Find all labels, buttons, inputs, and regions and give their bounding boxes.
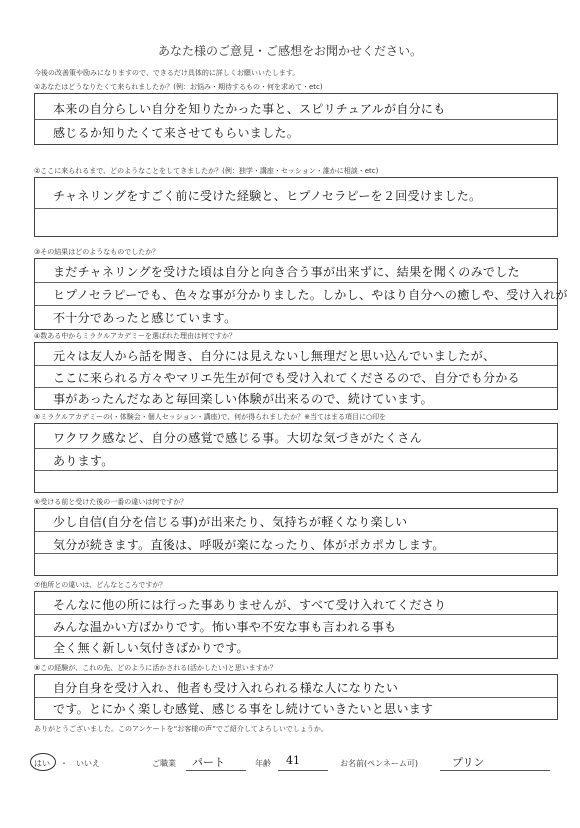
question-7-label: ⑦他所との違いは、どんなところですか？ [34, 581, 167, 589]
answer-4-line-1: 元々は友人から話を聞き、自分には見えないし無理だと思い込んでいましたが、 [53, 349, 496, 363]
answer-6-line-2: 気分が続きます。直後は、呼吸が楽になったり、体がポカポカします。 [53, 538, 445, 552]
answer-line [35, 592, 557, 615]
answer-6-line-1: 少し自信(自分を信じる事)が出来たり、気持ちが軽くなり楽しい [53, 515, 408, 529]
occupation-underline [186, 770, 246, 771]
answer-line [35, 259, 557, 283]
consent-footer [34, 754, 554, 778]
question-1-label: ①あなたはどうなりたくて来られましたか？(例：お悩み・期待するもの・何を求めて・etc) [34, 83, 323, 91]
question-6-label: ⑥受ける前と受けた後の一番の違いは何ですか？ [34, 498, 188, 506]
answer-line [35, 636, 557, 657]
answer-1-line-1: 本来の自分らしい自分を知りたかった事と、スピリチュアルが自分にも [53, 102, 446, 116]
answer-7-line-3: 全く無く新しい気付きばかりです。 [53, 641, 249, 655]
answer-line [35, 531, 557, 554]
name-label: お名前(ペンネーム可) [340, 759, 419, 768]
question-6-answer-box [34, 508, 558, 576]
answer-line [35, 424, 557, 449]
answer-line [35, 387, 557, 408]
question-4-label: ④数ある中からミラクルアカデミーを選ばれた理由は何ですか？ [34, 332, 236, 340]
answer-line [35, 119, 557, 143]
answer-8-line-1: 自分自身を受け入れ、他者も受け入れられる様な人になりたい [53, 681, 399, 695]
age-value: 41 [286, 754, 300, 767]
answer-3-line-2: ヒプノセラピーでも、色々な事が分かりました。しかし、やはり自分への癒しや、受け入れが [53, 288, 568, 302]
answer-7-line-1: そんなに他の所には行った事ありませんが、すべて受け入れてくださり [53, 598, 447, 612]
survey-intro: 今後の改善策や励みになりますので、できるだけ具体的に詳しくお願いいたします。 [34, 69, 300, 77]
option-separator: ・ [60, 759, 68, 768]
age-underline [278, 770, 328, 771]
question-8-answer-box [34, 674, 558, 720]
question-2-answer-box [34, 177, 558, 237]
name-underline [440, 770, 550, 771]
answer-line [35, 94, 557, 120]
answer-line [35, 305, 557, 328]
question-7-answer-box [34, 591, 558, 659]
answer-8-line-2: です。とにかく楽しむ感覚、感じる事をし続けていきたいと思います [53, 702, 434, 716]
answer-1-line-2: 感じるか知りたくて来させてもらいました。 [53, 126, 300, 140]
answer-line [35, 614, 557, 637]
answer-line [35, 697, 557, 718]
answer-line [35, 208, 557, 235]
answer-line [35, 448, 557, 471]
occupation-label: ご職業 [152, 759, 176, 768]
age-label: 年齢 [255, 759, 271, 768]
consent-no-option[interactable]: いいえ [76, 759, 100, 768]
question-8-label: ⑧この経験が、これの先、どのように活かされる(活かしたい)と思いますか？ [34, 664, 277, 672]
answer-line [35, 470, 557, 491]
survey-title: あなた様のご意見・ご感想をお聞かせください。 [157, 44, 422, 58]
occupation-value: パート [192, 756, 225, 769]
answer-line [35, 675, 557, 698]
question-3-label: ③その結果はどのようなものでしたか？ [34, 248, 160, 256]
answer-line [35, 365, 557, 388]
selected-circle-mark [30, 753, 56, 771]
answer-line [35, 553, 557, 574]
question-1-answer-box [34, 93, 558, 145]
question-3-answer-box [34, 258, 568, 330]
consent-yes-label: はい [34, 759, 50, 768]
answer-line [35, 282, 568, 306]
answer-3-line-3: 不十分であったと感じています。 [53, 311, 237, 325]
answer-7-line-2: みんな温かい方ばかりです。怖い事や不安な事も言われる事も [53, 620, 397, 634]
consent-question: ありがとうございました。このアンケートを“お客様の声”でご紹介してよろしいでしょうか。 [34, 725, 328, 733]
question-4-answer-box [34, 342, 558, 410]
answer-line [35, 509, 557, 532]
question-5-label: ⑤ミラクルアカデミーの(・体験会・個人セッション・講座)で、何が得られましたか？※当てはまる項目に○印を [34, 413, 387, 421]
question-2-label: ②ここに来られるまで、どのようなことをしてきましたか？(例：独学・講座・セッション・誰かに相談・etc) [34, 167, 379, 175]
consent-yes-option[interactable] [34, 758, 50, 769]
answer-2-line-1: チャネリングをすごく前に受けた経験と、ヒプノセラピーを２回受けました。 [53, 189, 482, 203]
answer-line [35, 178, 557, 209]
answer-4-line-3: 事があったんだなあと毎回楽しい体験が出来るので、続けています。 [53, 392, 433, 406]
answer-line [35, 343, 557, 366]
answer-3-line-1: まだチャネリングを受けた頃は自分と向き合う事が出来ずに、結果を聞くのみでした [53, 265, 520, 279]
question-5-answer-box [34, 423, 558, 493]
answer-4-line-2: ここに来られる方々やマリエ先生が何でも受け入れてくださるので、自分でも分かる [53, 371, 520, 385]
name-value: プリン [452, 756, 485, 769]
answer-5-line-2: あります。 [53, 454, 114, 468]
answer-5-line-1: ワクワク感など、自分の感覚で感じる事。大切な気づきがたくさん [53, 431, 423, 445]
